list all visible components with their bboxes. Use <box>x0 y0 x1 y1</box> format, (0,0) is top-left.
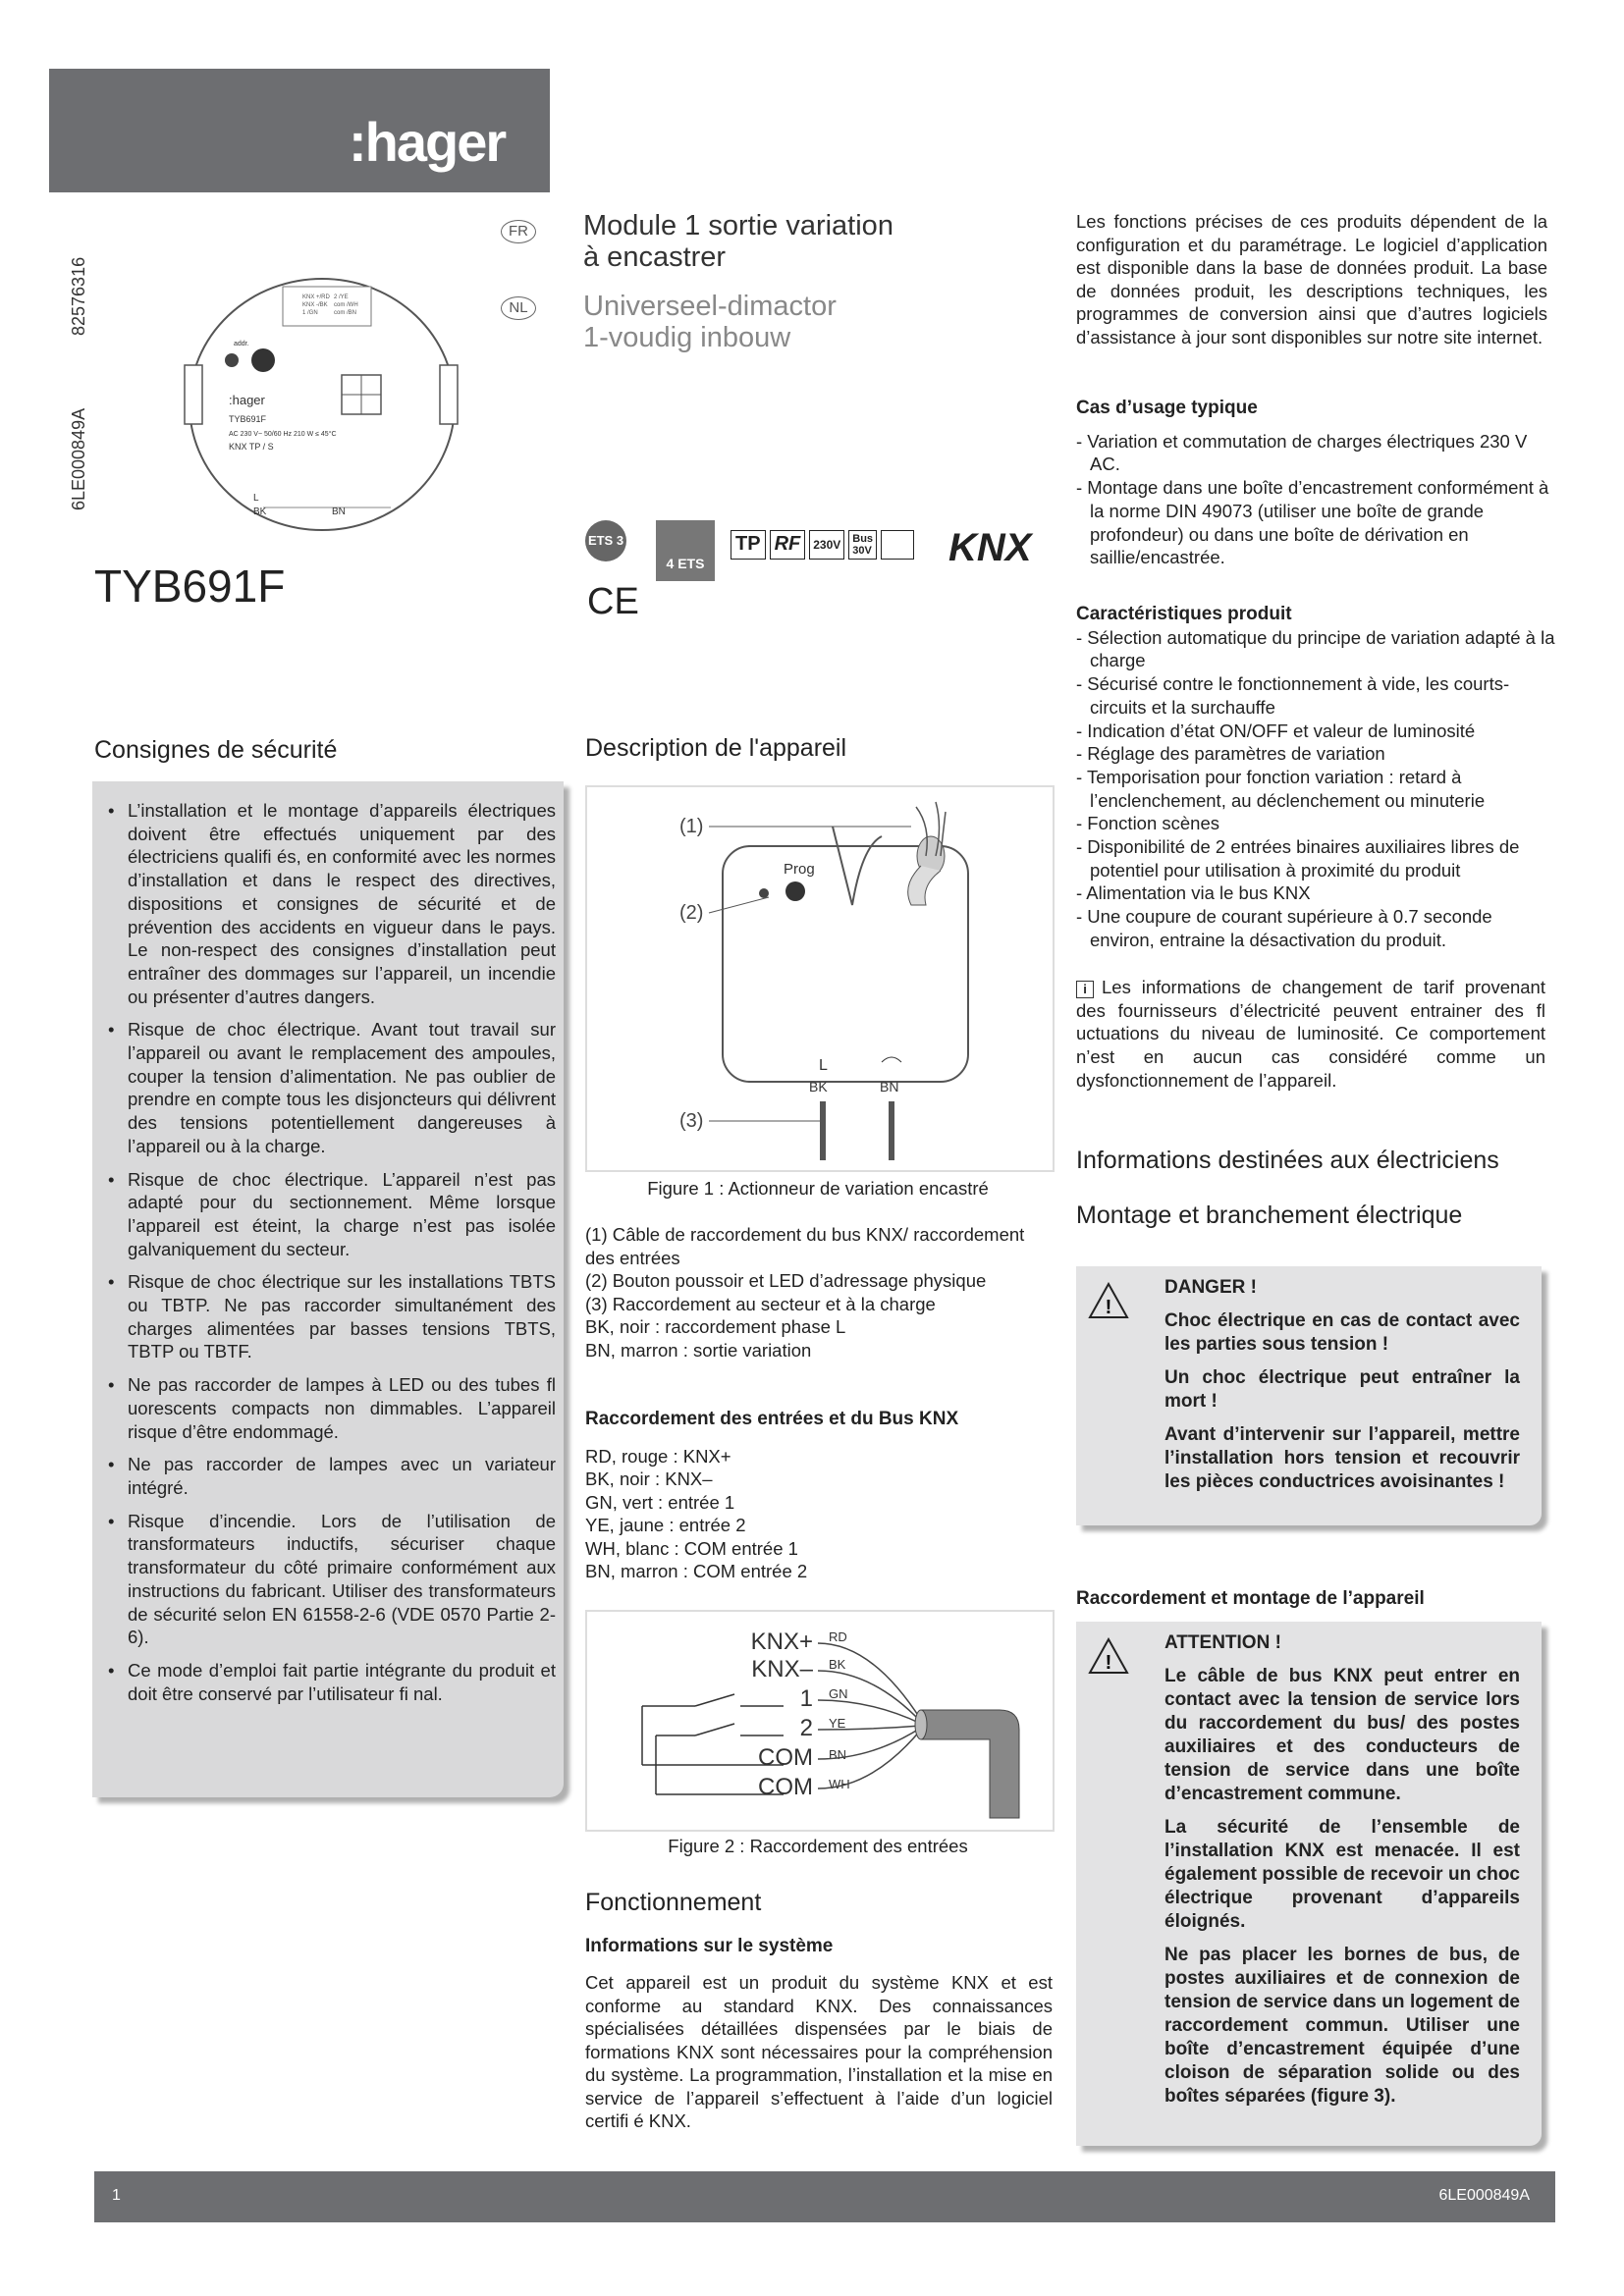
fig2-wire: YE <box>829 1716 846 1731</box>
device-led-label: addr. <box>234 341 249 347</box>
fig2-label: COM <box>758 1774 813 1800</box>
danger-p3: Avant d’intervenir sur l’appareil, mettre l’installation hors tension et recouvrir les pièces conductrices avoisinantes ! <box>1164 1424 1520 1492</box>
nl-tag: NL <box>501 296 536 320</box>
device-wire-label: com /WH <box>334 302 358 308</box>
list-item: - Variation et commutation de charges électriques 230 V AC. <box>1076 430 1528 475</box>
ref-number-rotated: 82576316 <box>69 256 88 336</box>
warning-triangle-icon <box>1088 1282 1129 1319</box>
attention-title: ATTENTION ! <box>1164 1632 1281 1653</box>
legend-item: (3) Raccordement au secteur et à la charge <box>585 1293 936 1314</box>
fig2-wire: BK <box>829 1657 846 1672</box>
description-title: Description de l'appareil <box>585 734 847 762</box>
fig2-wire: RD <box>829 1629 847 1644</box>
device-illustration <box>116 267 548 542</box>
input-item: BN, marron : COM entrée 2 <box>585 1561 808 1581</box>
list-item: - Fonction scènes <box>1076 813 1220 834</box>
list-item: - Réglage des paramètres de variation <box>1076 743 1385 765</box>
device-model: TYB691F <box>229 414 267 424</box>
fr-title-line2: à encastrer <box>583 241 727 273</box>
characteristics <box>1076 603 1561 952</box>
tarif-note <box>1076 976 1545 1093</box>
operation-subtitle: Informations sur le système <box>585 1936 834 1956</box>
description-legend <box>585 1223 1053 1362</box>
list-item: - Temporisation pour fonction variation : retard à l’enclenchement, au déclenchement ou minuterie <box>1076 766 1486 811</box>
device-wire-label: com /BN <box>334 310 357 316</box>
electricians-title: Informations destinées aux électriciens <box>1076 1147 1499 1174</box>
ref-code-rotated: 6LE000849A <box>69 407 88 510</box>
figure-2 <box>585 1610 1055 1832</box>
fig2-wire: WH <box>829 1777 850 1791</box>
list-item: - Montage dans une boîte d’encastrement conformément à la norme DIN 49073 (utiliser une boîte de grande profondeur) ou dans une boîte de dérivation en saillie/encastrée. <box>1076 477 1549 568</box>
callout-1: (1) <box>679 816 704 837</box>
device-specs: AC 230 V~ 50/60 Hz 210 W ≤ 45°C <box>229 431 337 438</box>
legend-item: BK, noir : raccordement phase L <box>585 1316 846 1337</box>
operation-text: Cet appareil est un produit du système KNX et est conforme au standard KNX. Des connaissances spécialisées détaillées dispensées par le biais de formations KNX sont nécessaires pour la compréhension du système. La programmation, l’installation et la mise en service de l’appareil s’effectuent à l’aide d’un logiciel certifi é KNX. <box>585 1972 1053 2131</box>
device-terminal-bk: BK <box>253 507 267 517</box>
danger-title: DANGER ! <box>1164 1277 1257 1298</box>
safety-title: Consignes de sécurité <box>94 736 338 764</box>
danger-p2: Un choc électrique peut entraîner la mort ! <box>1164 1367 1520 1412</box>
list-item: - Indication d’état ON/OFF et valeur de luminosité <box>1076 720 1476 741</box>
callout-2: (2) <box>679 902 704 924</box>
intro-text: Les fonctions précises de ces produits dépendent de la configuration et du paramétrage. Le logiciel d’application est disponible dans la base de données produit. La base de données produit, les descriptions techniques, les programmes de conversion ainsi que d’autres logiciels d’assistance à jour sont disponibles sur notre site internet. <box>1076 211 1547 347</box>
svg-text:!: ! <box>1105 1297 1112 1318</box>
list-item: • Ne pas raccorder de lampes à LED ou des tubes fl uorescents compacts non dimmables. L’appareil risque d’être endommagé. <box>106 1373 556 1443</box>
device-wire-label: KNX -/BK <box>302 302 328 308</box>
device-wire-label: KNX +/RD <box>302 294 330 300</box>
characteristics-title: Caractéristiques produit <box>1076 604 1292 624</box>
ets4-badge: 4 ETS <box>656 520 715 581</box>
bus-badge <box>848 530 877 560</box>
inputs-title: Raccordement des entrées et du Bus KNX <box>585 1409 959 1429</box>
rf-badge: RF <box>770 530 806 560</box>
list-item: • Ne pas raccorder de lampes avec un variateur intégré. <box>106 1453 556 1499</box>
attention-text <box>1164 1631 1520 2109</box>
list-item: • L’installation et le montage d’appareils électriques doivent être effectués uniquement par des électriciens qualifi és, en conformité avec les normes d’installation et dans le respect des directives, dispositions et consignes de sécurité et de prévention des accidents en vigueur dans le pays. Le non-respect des consignes d’installation peut entraîner des dommages sur l’appareil, un incendie ou présenter d’autres dangers. <box>106 799 556 1008</box>
fig2-label: KNX– <box>751 1656 813 1682</box>
fig2-label: COM <box>758 1744 813 1771</box>
attention-p3: Ne pas placer les bornes de bus, de postes auxiliaires et de connexion de tension de service dans un logement de raccordement commun. Utiliser une boîte d’encastrement équipée d’une cloison de séparation solide ou des boîtes séparées (figure 3). <box>1164 1945 1520 2107</box>
input-item: RD, rouge : KNX+ <box>585 1445 731 1467</box>
device-terminal-bn: BN <box>332 507 346 517</box>
tarif-note-text: Les informations de changement de tarif provenant des fournisseurs d’électricité peuvent entrainer des fl uctuations du niveau de luminosité. Ce comportement n’est en aucun cas considéré comme un dysfonctionnement de l’appareil. <box>1076 977 1545 1091</box>
230v-badge: 230V <box>809 530 844 560</box>
fig2-wire: GN <box>829 1686 848 1701</box>
input-item: BK, noir : KNX– <box>585 1468 713 1489</box>
device-wire-label: 2 /YE <box>334 294 349 300</box>
badge-row <box>731 530 914 560</box>
figure-1 <box>585 785 1055 1172</box>
list-item: - Une coupure de courant supérieure à 0.7 seconde environ, entraine la désactivation du produit. <box>1076 906 1492 950</box>
device-brand: :hager <box>229 393 265 407</box>
list-item: • Risque d’incendie. Lors de l’utilisation de transformateurs inductifs, sécuriser chaque transformateur du côté primaire conformément aux instructions du fabricant. Utiliser des transformateurs de sécurité selon EN 61558-2-6 (VDE 0570 Partie 2-6). <box>106 1510 556 1649</box>
list-item: • Ce mode d’emploi fait partie intégrante du produit et doit être conservé par l’utilisateur fi nal. <box>106 1659 556 1705</box>
ce-mark: CE <box>587 581 639 622</box>
product-code: TYB691F <box>94 561 286 612</box>
callout-3: (3) <box>679 1110 704 1132</box>
device-terminal-l: L <box>253 493 259 504</box>
list-item: - Sélection automatique du principe de variation adapté à la charge <box>1076 626 1555 671</box>
fig2-label: 1 <box>799 1685 813 1712</box>
list-item: - Alimentation via le bus KNX <box>1076 882 1311 904</box>
operation-title: Fonctionnement <box>585 1889 762 1916</box>
mounting-subtitle: Raccordement et montage de l’appareil <box>1076 1588 1425 1609</box>
legend-item: (1) Câble de raccordement du bus KNX/ raccordement des entrées <box>585 1224 1025 1268</box>
30v-label: 30V <box>852 545 872 557</box>
danger-p1: Choc électrique en cas de contact avec les parties sous tension ! <box>1164 1310 1520 1355</box>
list-item: • Risque de choc électrique. Avant tout travail sur l’appareil ou avant le remplacement des ampoules, couper la tension d’alimentation. Ne pas oublier de prendre en compte tous les disjoncteurs qui délivrent des tensions potentiellement dangereuses à l’appareil ou à la charge. <box>106 1018 556 1157</box>
nl-title-line2: 1-voudig inbouw <box>583 322 791 353</box>
figure-1-caption: Figure 1 : Actionneur de variation encastré <box>647 1178 989 1199</box>
input-item: YE, jaune : entrée 2 <box>585 1515 746 1535</box>
input-item: WH, blanc : COM entrée 1 <box>585 1537 798 1559</box>
input-item: GN, vert : entrée 1 <box>585 1491 735 1513</box>
fr-title <box>583 210 893 273</box>
terminal-bk-label: BK <box>809 1079 828 1095</box>
attention-p1: Le câble de bus KNX peut entrer en contact avec la tension de service lors du raccordement du bus/ des postes auxiliaires et des conducteurs de tension de service dans une boîte d’encastrement commune. <box>1164 1666 1520 1804</box>
device-wire-label: 1 /GN <box>302 310 318 316</box>
ets3-badge: ETS 3 <box>585 520 626 561</box>
danger-text <box>1164 1276 1520 1494</box>
page-number: 1 <box>112 2187 121 2204</box>
fig2-label: KNX+ <box>750 1629 813 1655</box>
svg-text:!: ! <box>1105 1652 1112 1674</box>
warning-triangle-icon <box>1088 1637 1129 1675</box>
fig2-label: 2 <box>799 1715 813 1741</box>
terminal-l-label: L <box>819 1057 828 1074</box>
prog-label: Prog <box>784 861 815 878</box>
footer-code: 6LE000849A <box>1438 2187 1530 2204</box>
attention-p2: La sécurité de l’ensemble de l’installation KNX est menacée. Il est également possible de recevoir un choc électrique provenant d’appareils éloignés. <box>1164 1817 1520 1932</box>
device-knx: KNX TP / S <box>229 442 274 452</box>
footer-bar <box>94 2171 1555 2222</box>
list-item: - Disponibilité de 2 entrées binaires auxiliaires libres de potentiel pour utilisation à proximité du produit <box>1076 836 1520 881</box>
info-icon: i <box>1076 981 1094 998</box>
hager-logo: :hager <box>349 111 506 173</box>
fr-title-line1: Module 1 sortie variation <box>583 210 893 241</box>
fig2-wire: BN <box>829 1747 847 1762</box>
list-item: - Sécurisé contre le fonctionnement à vide, les courts-circuits et la surchauffe <box>1076 673 1510 718</box>
use-cases <box>1076 397 1555 569</box>
mounting-title: Montage et branchement électrique <box>1076 1201 1463 1229</box>
legend-item: (2) Bouton poussoir et LED d’adressage physique <box>585 1270 987 1291</box>
tp-badge: TP <box>731 530 766 560</box>
knx-logo: KNX <box>948 526 1032 569</box>
nl-title-line1: Universeel-dimactor <box>583 291 837 322</box>
figure-2-caption: Figure 2 : Raccordement des entrées <box>668 1836 968 1856</box>
nl-title <box>583 291 837 353</box>
list-item: • Risque de choc électrique sur les installations TBTS ou TBTP. Ne pas raccorder simultanément des charges alimentées par basses tensions TBTS, TBTP ou TBTF. <box>106 1270 556 1363</box>
fr-tag: FR <box>501 220 536 243</box>
battery-icon <box>881 530 914 560</box>
inputs-section <box>585 1408 1053 1583</box>
terminal-bn-label: BN <box>880 1079 899 1095</box>
list-item: • Risque de choc électrique. L’appareil n’est pas adapté pour du sectionnement. Même lorsque l’appareil est éteint, la charge n’est pas isolée galvaniquement du secteur. <box>106 1168 556 1261</box>
use-cases-title: Cas d’usage typique <box>1076 398 1258 418</box>
bus-label: Bus <box>852 533 874 545</box>
legend-item: BN, marron : sortie variation <box>585 1339 812 1361</box>
safety-list <box>106 799 556 1715</box>
